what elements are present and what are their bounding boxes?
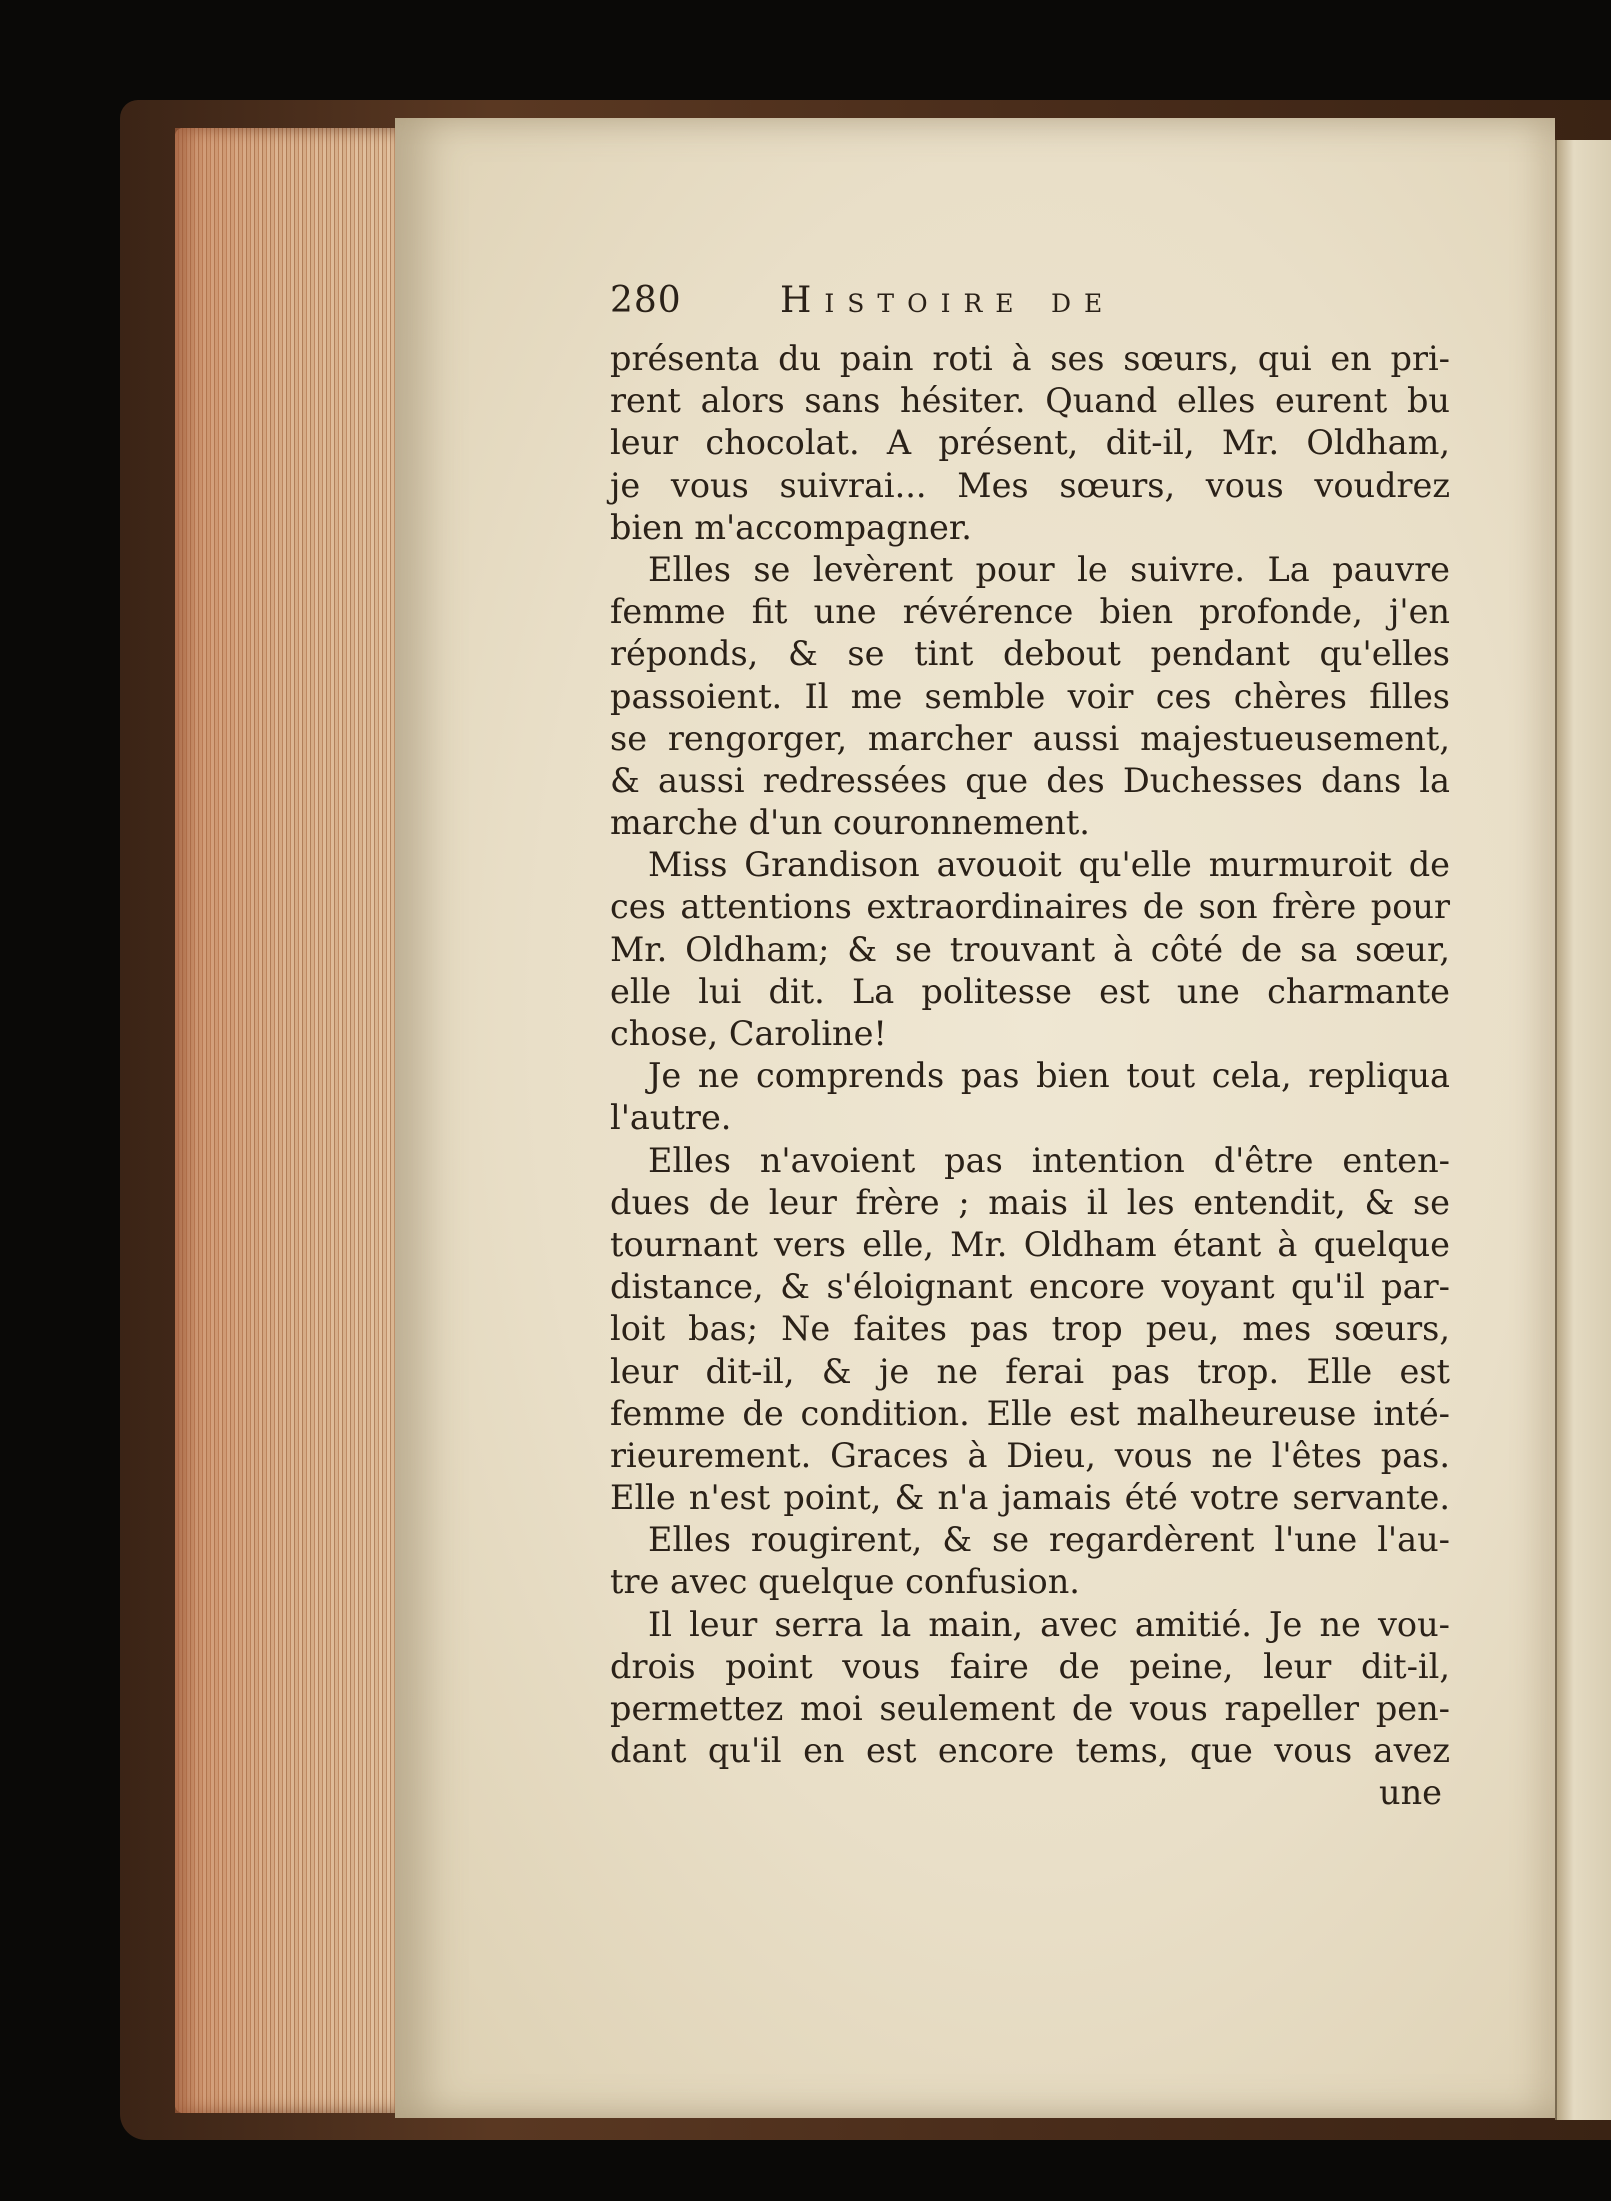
text-line: femme de condition. Elle est malheureuse inté-	[610, 1393, 1450, 1433]
text-line: se rengorger, marcher aussi majestueusement,	[610, 718, 1450, 758]
text-line: & aussi redressées que des Duchesses dans la	[610, 760, 1450, 800]
text-line: présenta du pain roti à ses sœurs, qui en pri-	[610, 339, 1450, 378]
page-number: 280	[610, 280, 682, 321]
text-line: femme fit une révérence bien profonde, j'en	[610, 592, 1450, 632]
text-line: ces attentions extraordinaires de son frère pour	[610, 887, 1450, 927]
text-line: rent alors sans hésiter. Quand elles eurent bu	[610, 381, 1450, 421]
text-line: l'autre.	[610, 1098, 732, 1138]
text-line: drois point vous faire de peine, leur dit-il,	[610, 1646, 1450, 1686]
text-line: réponds, & se tint debout pendant qu'elles	[610, 634, 1450, 674]
page-edges	[175, 128, 430, 2113]
text-line: permettez moi seulement de vous rapeller pen-	[610, 1689, 1450, 1728]
text-line: Elles rougirent, & se regardèrent l'une l'au-	[648, 1520, 1450, 1560]
text-line: Je ne comprends pas bien tout cela, repliqua	[648, 1056, 1450, 1096]
text-line: passoient. Il me semble voir ces chères filles	[610, 676, 1450, 716]
text-line: leur dit-il, & je ne ferai pas trop. Elle est	[610, 1351, 1450, 1391]
text-line: Elles se levèrent pour le suivre. La pauvre	[648, 549, 1450, 589]
text-line: Miss Grandison avouoit qu'elle murmuroit de	[648, 845, 1450, 885]
text-line: tre avec quelque confusion.	[610, 1562, 1080, 1602]
text-line: rieurement. Graces à Dieu, vous ne l'êtes pas.	[610, 1435, 1450, 1475]
catchword: une	[1379, 1773, 1442, 1813]
running-title: Histoire de	[780, 280, 1116, 321]
text-line: bien m'accompagner.	[610, 507, 972, 547]
text-line: tournant vers elle, Mr. Oldham étant à quelque	[610, 1224, 1450, 1264]
facing-page-edge	[1555, 140, 1611, 2120]
text-line: Il leur serra la main, avec amitié. Je ne vou-	[648, 1604, 1450, 1644]
running-head	[610, 280, 1450, 338]
text-line: Mr. Oldham; & se trouvant à côté de sa sœur,	[610, 929, 1450, 969]
text-line: leur chocolat. A présent, dit-il, Mr. Oldham,	[610, 423, 1450, 463]
text-line: dues de leur frère ; mais il les entendit, & se	[610, 1182, 1450, 1222]
text-line: dant qu'il en est encore tems, que vous avez	[610, 1731, 1450, 1771]
text-line: loit bas; Ne faites pas trop peu, mes sœurs,	[610, 1309, 1450, 1349]
text-line: marche d'un couronnement.	[610, 803, 1090, 843]
text-line: distance, & s'éloignant encore voyant qu'il par-	[610, 1267, 1450, 1307]
text-line: je vous suivrai... Mes sœurs, vous voudrez	[610, 465, 1450, 505]
page-text	[610, 280, 1450, 1814]
text-line: Elles n'avoient pas intention d'être enten-	[648, 1140, 1450, 1180]
text-line: chose, Caroline!	[610, 1014, 887, 1053]
text-line: Elle n'est point, & n'a jamais été votre servante.	[610, 1478, 1450, 1518]
text-line: elle lui dit. La politesse est une charmante	[610, 971, 1450, 1011]
